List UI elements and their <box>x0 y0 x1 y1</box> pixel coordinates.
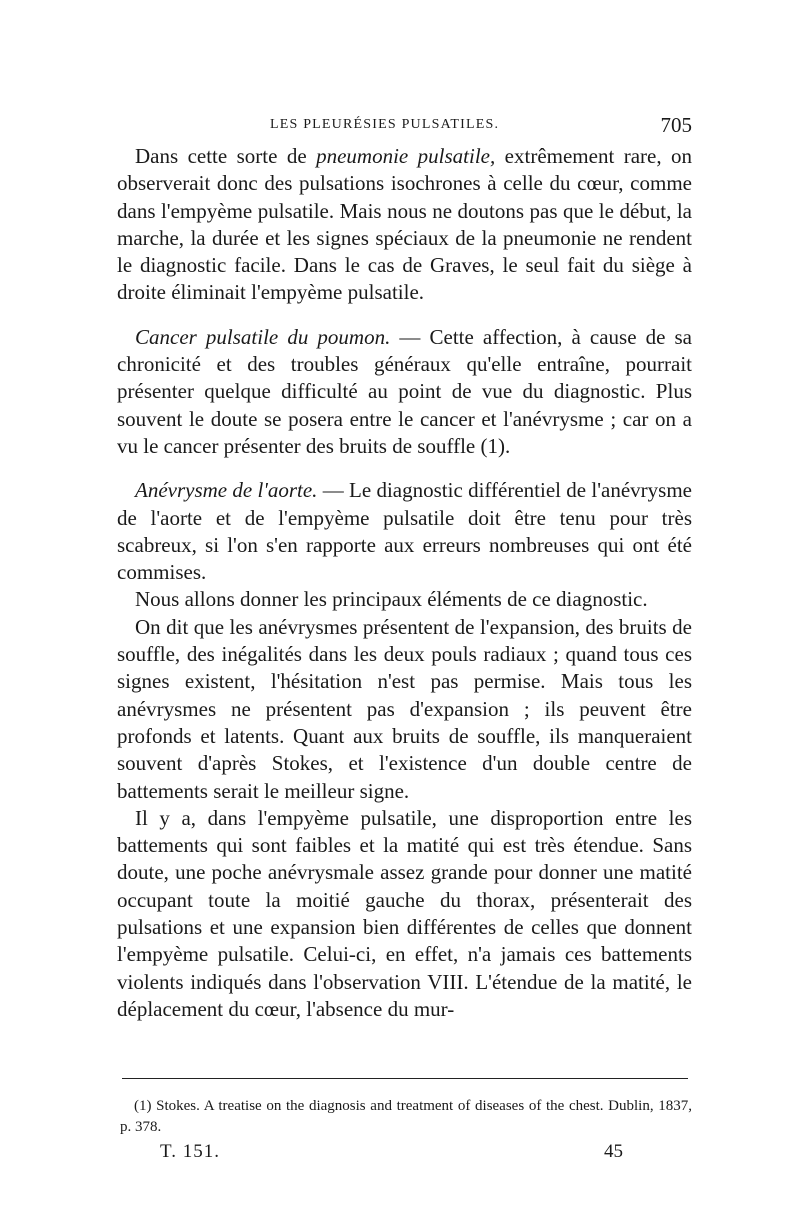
page-number: 705 <box>660 113 692 137</box>
paragraph: Il y a, dans l'empyème pulsatile, une disproportion entre les battements qui sont faibles et la matité qui est très étendue. Sans doute, une poche anévrysmale assez grande pour donner une matité occupant toute la moitié gauche du thorax, présenterait des pulsations et une expansion bien différentes de celles que donnent l'empyème pulsatile. Celui-ci, en effet, n'a jamais ces battements violents indiqués dans l'observation VIII. L'étendue de la matité, le déplacement du cœur, l'absence du mur- <box>117 805 692 1021</box>
body-text <box>117 143 692 1023</box>
section-heading: Anévrysme de l'aorte. <box>135 478 318 503</box>
paragraph: Dans cette sorte de pneumonie pulsatile, extrêmement rare, on observerait donc des pulsations isochrones à celle du cœur, comme dans l'empyème pulsatile. Mais nous ne doutons pas que le début, la marche, la durée et les signes spéciaux de la pneumonie ne rendent le diagnostic facile. Dans le cas de Graves, le seul fait du siège à droite éliminait l'empyème pulsatile. <box>117 144 692 305</box>
footnote-divider <box>122 1078 688 1079</box>
paragraph: Cancer pulsatile du poumon. — Cette affection, à cause de sa chronicité et des troubles généraux qu'elle entraîne, pourrait présenter quelque difficulté au point de vue du diagnostic. Plus souvent le doute se posera entre le cancer et l'anévrysme ; car on a vu le cancer présenter des bruits de souffle (1). <box>117 324 692 458</box>
footnote: (1) Stokes. A treatise on the diagnosis and treatment of diseases of the chest. Dublin, 1837, p. 378. <box>120 1098 692 1135</box>
printer-signature: T. 151. <box>160 1141 220 1162</box>
paragraph: Anévrysme de l'aorte. — Le diagnostic différentiel de l'anévrysme de l'aorte et de l'empyème pulsatile doit être tenu pour très scabreux, si l'on s'en rapporte aux erreurs nombreuses qui ont été commises. <box>117 478 692 585</box>
running-title: LES PLEURÉSIES PULSATILES. <box>270 117 500 132</box>
folio-number: 45 <box>604 1141 623 1162</box>
paragraph: Nous allons donner les principaux éléments de ce diagnostic. <box>135 587 648 612</box>
running-header <box>118 113 692 141</box>
paragraph: On dit que les anévrysmes présentent de l'expansion, des bruits de souffle, des inégalités dans les deux pouls radiaux ; quand tous ces signes existent, l'hésitation n'est pas permise. Mais tous les anévrysmes ne présentent pas d'expansion ; ils peuvent être profonds et latents. Quant aux bruits de souffle, ils manqueraient souvent d'après Stokes, et l'existence d'un double centre de battements serait le meilleur signe. <box>117 614 692 803</box>
section-heading: Cancer pulsatile du poumon. <box>135 324 391 349</box>
